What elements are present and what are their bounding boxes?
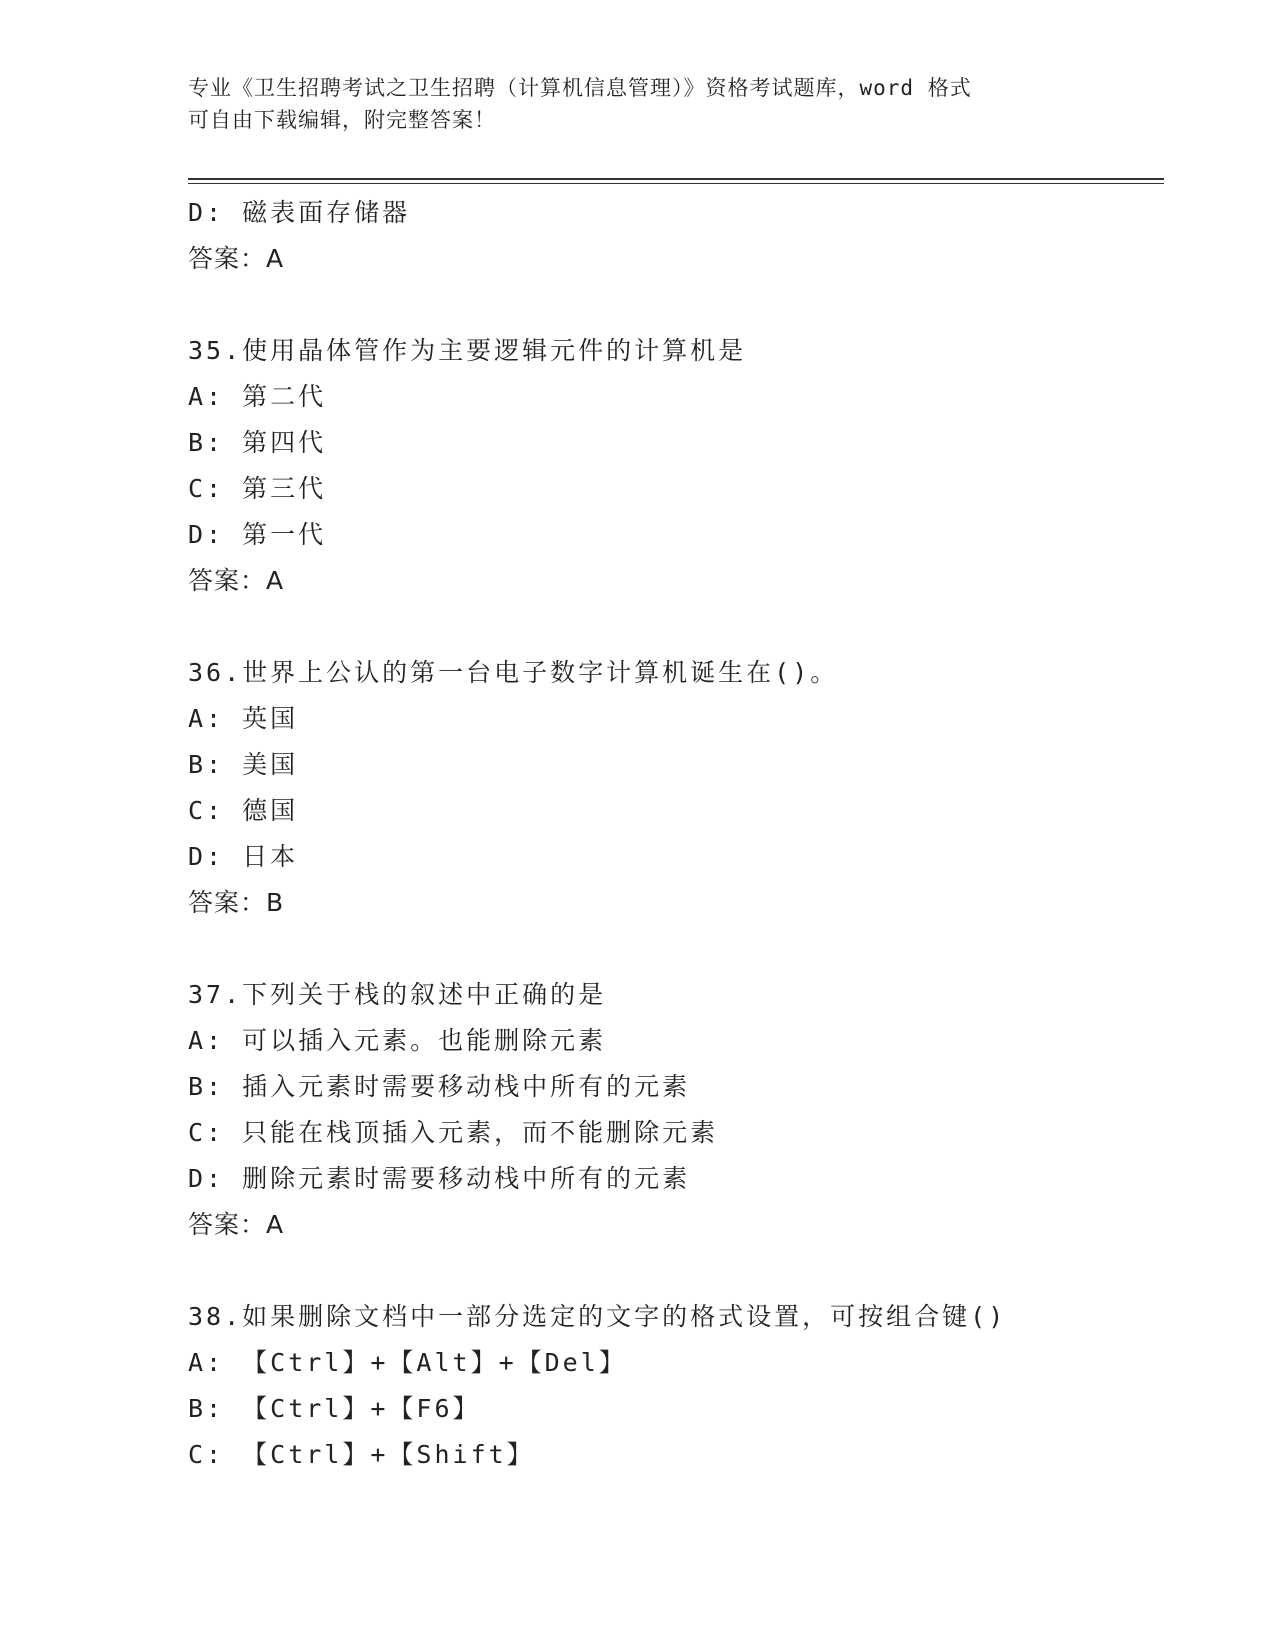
question-stem: 35.使用晶体管作为主要逻辑元件的计算机是 <box>188 336 747 365</box>
question-block-37 <box>188 972 1148 1248</box>
option-d: D: 第一代 <box>188 520 327 549</box>
answer-line: 答案：A <box>188 244 285 273</box>
spacer <box>188 282 1148 328</box>
spacer <box>188 926 1148 972</box>
header-line-2: 可自由下载编辑，附完整答案！ <box>188 108 496 132</box>
header-rule-thick <box>188 178 1164 180</box>
question-stem: 36.世界上公认的第一台电子数字计算机诞生在()。 <box>188 658 839 687</box>
document-header <box>188 72 1088 136</box>
option-b: B: 美国 <box>188 750 299 779</box>
answer-line: 答案：A <box>188 566 285 595</box>
spacer <box>188 1248 1148 1294</box>
option-b: B: 第四代 <box>188 428 327 457</box>
option-d: D: 日本 <box>188 842 299 871</box>
option-d: D: 删除元素时需要移动栈中所有的元素 <box>188 1164 691 1193</box>
option-d: D: 磁表面存储器 <box>188 198 411 227</box>
answer-line: 答案：A <box>188 1210 285 1239</box>
option-a: A: 第二代 <box>188 382 327 411</box>
header-line-1: 专业《卫生招聘考试之卫生招聘（计算机信息管理）》资格考试题库，word 格式 <box>188 76 972 100</box>
option-c: C: 【Ctrl】+【Shift】 <box>188 1440 535 1469</box>
option-b: B: 【Ctrl】+【F6】 <box>188 1394 481 1423</box>
header-rule-thin <box>188 183 1164 184</box>
question-block-34-tail <box>188 190 1148 282</box>
question-block-38 <box>188 1294 1148 1478</box>
question-stem: 38.如果删除文档中一部分选定的文字的格式设置，可按组合键() <box>188 1302 1007 1331</box>
question-stem: 37.下列关于栈的叙述中正确的是 <box>188 980 607 1009</box>
question-block-36 <box>188 650 1148 926</box>
option-a: A: 【Ctrl】+【Alt】+【Del】 <box>188 1348 627 1377</box>
option-a: A: 可以插入元素。也能删除元素 <box>188 1026 607 1055</box>
question-block-35 <box>188 328 1148 604</box>
option-b: B: 插入元素时需要移动栈中所有的元素 <box>188 1072 691 1101</box>
option-c: C: 只能在栈顶插入元素，而不能删除元素 <box>188 1118 719 1147</box>
option-c: C: 德国 <box>188 796 299 825</box>
answer-line: 答案：B <box>188 888 285 917</box>
option-a: A: 英国 <box>188 704 299 733</box>
question-list <box>188 190 1148 1478</box>
option-c: C: 第三代 <box>188 474 327 503</box>
spacer <box>188 604 1148 650</box>
